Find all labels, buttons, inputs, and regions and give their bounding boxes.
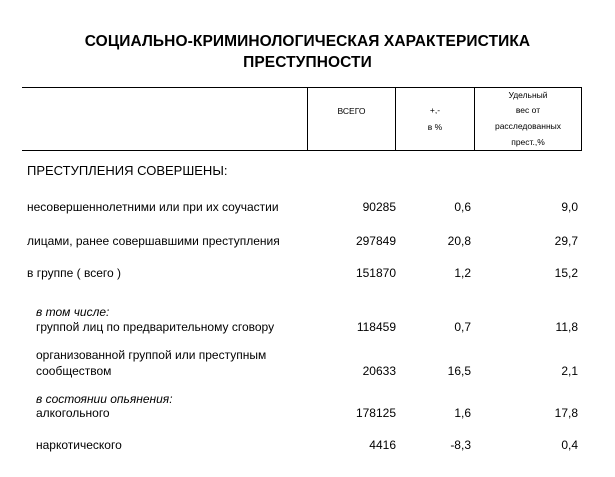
section-title: ПРЕСТУПЛЕНИЯ СОВЕРШЕНЫ:	[27, 163, 228, 178]
row-sublabel: в состоянии опьянения:	[36, 392, 173, 406]
row-share: 0,4	[561, 438, 578, 452]
page-title-line2: ПРЕСТУПНОСТИ	[243, 54, 372, 71]
row-total: 151870	[355, 266, 396, 280]
page-title: СОЦИАЛЬНО-КРИМИНОЛОГИЧЕСКАЯ ХАРАКТЕРИСТИКА	[84, 33, 531, 50]
row-change: 0,7	[454, 320, 471, 334]
row-label: в группе ( всего )	[27, 266, 121, 280]
row-total: 297849	[355, 234, 396, 248]
row-label: несовершеннолетними или при их соучастии	[27, 200, 279, 214]
row-label: организованной группой или преступным	[36, 348, 267, 362]
column-divider-4	[581, 87, 582, 150]
row-change: 1,2	[454, 266, 471, 280]
row-label: лицами, ранее совершавшими преступления	[27, 234, 280, 248]
header-change-line1: +,-	[429, 105, 441, 115]
row-total: 90285	[362, 200, 396, 214]
row-label: группой лиц по предварительному сговору	[36, 320, 275, 334]
row-share: 11,8	[555, 320, 578, 334]
row-change: -8,3	[450, 438, 471, 452]
row-share: 9,0	[561, 200, 578, 214]
header-share-line1: Удельный	[508, 90, 548, 100]
row-label: наркотического	[36, 438, 122, 452]
header-share-line3: расследованных	[494, 121, 562, 131]
header-change-line2: в %	[427, 122, 443, 132]
header-share-line4: прест.,%	[511, 137, 545, 147]
row-share: 2,1	[561, 364, 578, 378]
header-total: ВСЕГО	[337, 106, 366, 116]
row-change: 0,6	[454, 200, 471, 214]
row-change: 1,6	[454, 406, 471, 420]
header-share-line2: вес от	[515, 105, 541, 115]
column-divider-2	[395, 87, 396, 150]
row-total: 118459	[356, 320, 396, 334]
row-total: 20633	[362, 364, 396, 378]
row-share: 15,2	[554, 266, 578, 280]
row-sublabel: в том числе:	[36, 305, 110, 319]
row-label: алкогольного	[36, 406, 110, 420]
row-share: 17,8	[554, 406, 578, 420]
row-share: 29,7	[554, 234, 578, 248]
table-header-bottom-border	[22, 150, 582, 151]
row-total: 178125	[355, 406, 396, 420]
row-change: 20,8	[447, 234, 471, 248]
row-total: 4416	[369, 438, 396, 452]
column-divider-1	[307, 87, 308, 150]
row-change: 16,5	[447, 364, 471, 378]
row-label-continued: сообществом	[36, 364, 112, 378]
